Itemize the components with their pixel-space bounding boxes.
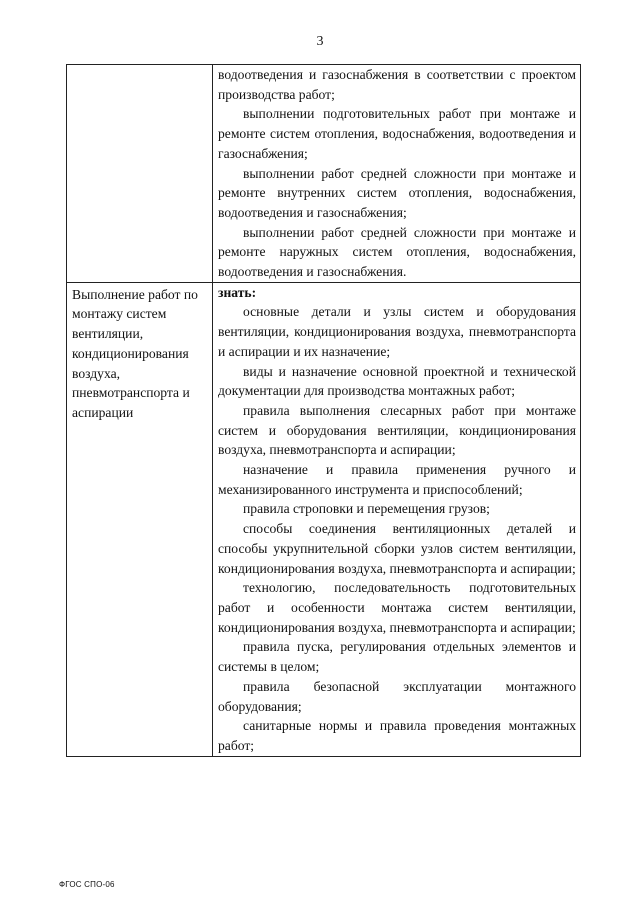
list-item: основные детали и узлы систем и оборудования вентиляции, кондиционирования воздуха, пневмотранспорта и аспирации и их назначение; <box>218 304 576 359</box>
footer-code: ФГОС СПО-06 <box>59 880 115 889</box>
list-item: виды и назначение основной проектной и технической документации для производства монтажных работ; <box>218 363 576 399</box>
page-number: 3 <box>316 34 324 49</box>
list-item: способы соединения вентиляционных деталей и способы укрупнительной сборки узлов систем вентиляции, кондиционирования воздуха, пневмотранспорта и аспирации; <box>218 521 576 576</box>
table-cell-left <box>67 65 213 283</box>
section-title <box>72 65 208 67</box>
section-title: Выполнение работ по монтажу систем вентиляции, кондиционирования воздуха, пневмотранспорта и аспирации <box>72 286 198 420</box>
table-cell-left <box>67 282 213 756</box>
table-row <box>67 282 581 756</box>
list-item: выполнении работ средней сложности при монтаже и ремонте внутренних систем отопления, водоснабжения, водоотведения и газоснабжения; <box>218 165 576 220</box>
table-row <box>67 65 581 283</box>
list-item: санитарные нормы и правила проведения монтажных работ; <box>218 718 576 753</box>
list-item: выполнении подготовительных работ при монтаже и ремонте систем отопления, водоснабжения, водоотведения и газоснабжения; <box>218 106 576 161</box>
table-cell-right <box>213 282 581 756</box>
list-item: технологию, последовательность подготовительных работ и особенности монтажа систем вентиляции, кондиционирования воздуха, пневмотранспорта и аспирации; <box>218 580 576 635</box>
list-item: водоотведения и газоснабжения в соответствии с проектом производства работ; <box>218 67 576 102</box>
list-item: выполнении работ средней сложности при монтаже и ремонте наружных систем отопления, водоснабжения, водоотведения и газоснабжения. <box>218 224 576 280</box>
list-item: правила строповки и перемещения грузов; <box>243 501 490 517</box>
list-item: правила пуска, регулирования отдельных элементов и системы в целом; <box>218 639 576 675</box>
competency-table <box>66 64 581 757</box>
table-cell-right <box>213 65 581 283</box>
list-item: назначение и правила применения ручного и механизированного инструмента и приспособлений; <box>218 462 576 497</box>
know-heading: знать: <box>218 284 257 300</box>
list-item: правила выполнения слесарных работ при монтаже систем и оборудования вентиляции, кондиционирования воздуха, пневмотранспорта и аспирации; <box>218 402 576 458</box>
list-item: правила безопасной эксплуатации монтажного оборудования; <box>218 678 576 714</box>
